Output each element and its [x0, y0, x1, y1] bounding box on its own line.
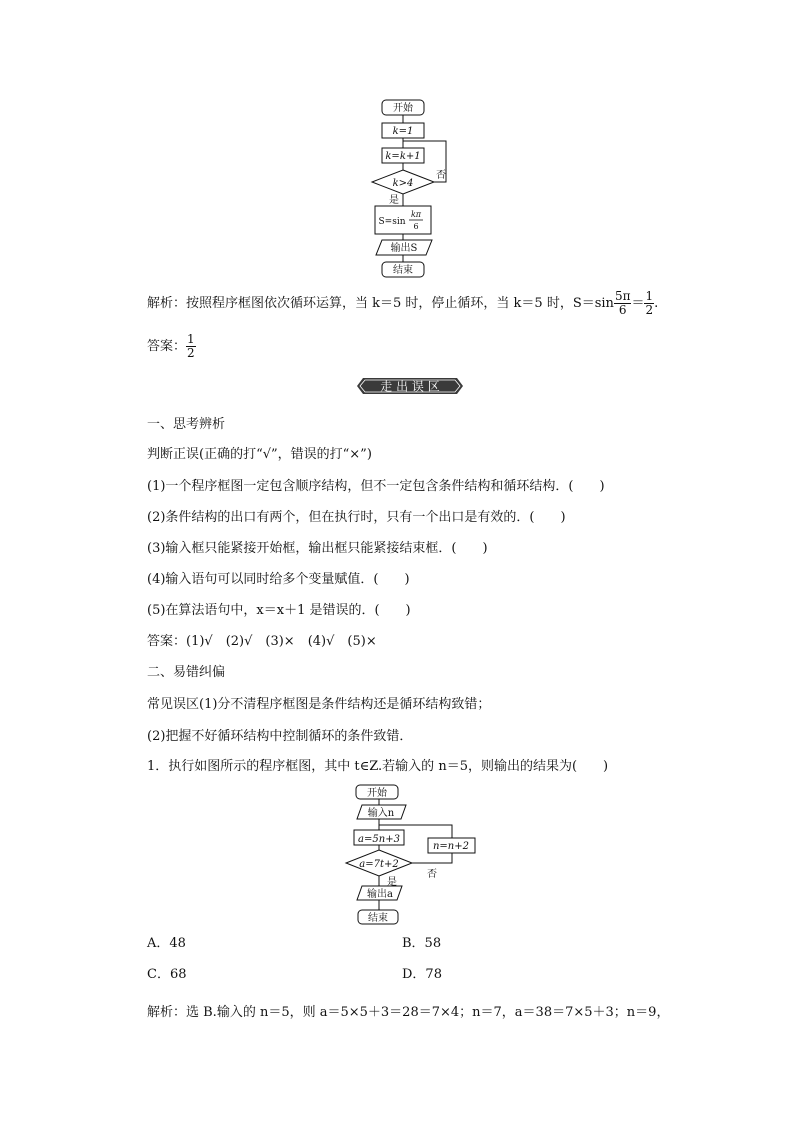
fc1-cond-text: k>4: [392, 178, 414, 189]
judge-item-4: (4)输入语句可以同时给多个变量赋值．( ): [147, 572, 410, 587]
fc2-no-label: 否: [427, 869, 437, 880]
fc1-output-text: 输出S: [390, 243, 418, 254]
fc2-yes-label: 是: [387, 877, 397, 888]
judge-item-5: (5)在算法语句中，x＝x＋1 是错误的．( ): [147, 603, 411, 618]
fc2-assign-text: a=5n+3: [358, 834, 400, 845]
section-2-line-1: 常见误区(1)分不清程序框图是条件结构还是循环结构致错；: [147, 697, 491, 712]
flowchart-1: [370, 96, 460, 284]
option-a: A．48: [147, 936, 186, 951]
answer-1-num: 1: [187, 332, 195, 346]
fc2-start-text: 开始: [367, 788, 387, 799]
solution-1-eq: ＝: [631, 296, 645, 311]
flowchart-2: [340, 782, 480, 930]
fc2-cond-text: a=7t+2: [359, 859, 399, 870]
judge-item-3: (3)输入框只能紧接开始框，输出框只能紧接结束框．( ): [147, 541, 488, 556]
option-d: D．78: [402, 967, 442, 982]
fc2-end-text: 结束: [368, 913, 388, 924]
solution-1-frac1-num: 5π: [614, 289, 631, 303]
solution-1: [147, 287, 658, 321]
section-1-heading: 一、思考辨析: [147, 417, 226, 432]
fc2-update-text: n=n+2: [432, 841, 470, 852]
solution-1-frac1: [614, 290, 632, 317]
fc1-end-text: 结束: [393, 265, 413, 276]
answer-1-frac: [186, 333, 196, 360]
fc1-no-label: 否: [436, 170, 446, 181]
option-c: C．68: [147, 967, 187, 982]
fc2-input-text: 输入n: [367, 808, 395, 819]
judge-item-2: (2)条件结构的出口有两个，但在执行时，只有一个出口是有效的．( ): [147, 510, 566, 525]
option-b: B．58: [402, 936, 442, 951]
section-2-line-2: (2)把握不好循环结构中控制循环的条件致错．: [147, 729, 413, 744]
fc1-assign-left: S=sin: [378, 217, 406, 227]
solution-1-text: 解析：按照程序框图依次循环运算，当 k＝5 时，停止循环，当 k＝5 时，S＝sin: [147, 296, 614, 311]
question-1: 1．执行如图所示的程序框图，其中 t∈Z.若输入的 n＝5，则输出的结果为( ): [147, 759, 609, 774]
judge-item-1: (1)一个程序框图一定包含顺序结构，但不一定包含条件结构和循环结构．( ): [147, 479, 605, 494]
answer-1-den: 2: [187, 346, 195, 360]
fc1-incr-text: k=k+1: [385, 151, 421, 162]
section-1-instruction: 判断正误(正确的打“√”，错误的打“×”): [147, 447, 372, 462]
fc1-start-text: 开始: [393, 103, 413, 114]
section-2-heading: 二、易错纠偏: [147, 665, 226, 680]
fc1-assign-num: kπ: [410, 210, 422, 219]
section-1-answer: 答案：(1)√ (2)√ (3)× (4)√ (5)×: [147, 634, 377, 649]
solution-1-frac1-den: 6: [618, 303, 627, 317]
solution-1-frac2-den: 2: [645, 303, 654, 317]
fc1-init-text: k=1: [392, 126, 414, 137]
fc1-assign-den: 6: [413, 222, 419, 231]
solution-1-frac2: [644, 290, 654, 317]
answer-1-label: 答案：: [147, 339, 187, 354]
solution-2: 解析：选 B.输入的 n＝5，则 a＝5×5＋3＝28＝7×4；n＝7，a＝38＝7×5＋3；n＝9，: [147, 1005, 670, 1020]
solution-1-tail: .: [654, 296, 659, 311]
section-banner: [355, 376, 465, 396]
solution-1-frac2-num: 1: [645, 289, 654, 303]
fc1-yes-label: 是: [389, 195, 399, 206]
fc2-output-text: 输出a: [367, 889, 393, 900]
answer-1: [147, 330, 196, 364]
banner-text: 走 出 误 区: [380, 379, 440, 394]
